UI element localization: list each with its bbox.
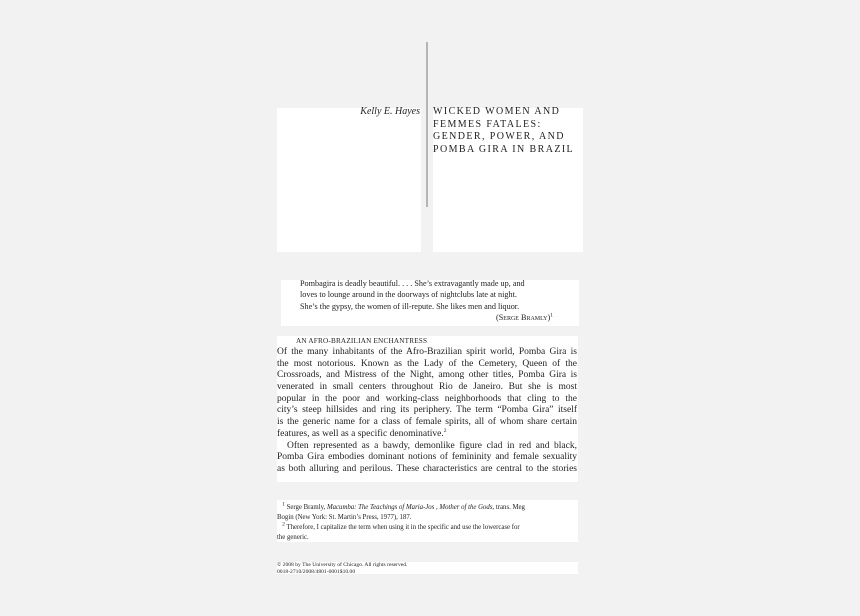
epigraph-attribution (300, 312, 553, 323)
footnote-2 (277, 523, 577, 533)
body-text (277, 347, 577, 476)
section-heading: AN AFRO-BRAZILIAN ENCHANTRESS (296, 337, 428, 345)
copyright-notice (277, 562, 577, 575)
body-line: popular in the poor and working-class neighborhoods that cling to the (277, 393, 577, 404)
title-line: GENDER, POWER, AND (433, 131, 565, 142)
epigraph-line: She’s the gypsy, the women of ill-repute. She likes men and liquor. (300, 301, 520, 311)
title-line: FEMMES FATALES: (433, 118, 542, 130)
epigraph-line: Pombagira is deadly beautiful. . . . She’s extravagantly made up, and (300, 279, 525, 288)
footnote-1 (277, 503, 577, 513)
issn-line: 0018-2710/2008/4801-0001$10.00 (277, 568, 356, 575)
title-line: WICKED WOMEN AND (433, 106, 561, 117)
copyright-line: © 2008 by The University of Chicago. All rights reserved. (277, 562, 408, 568)
header-panel-left (277, 108, 421, 252)
title-line: POMBA GIRA IN BRAZIL (433, 143, 575, 155)
body-line-last (277, 429, 577, 441)
epigraph-line: loves to lounge around in the doorways of nightclubs late at night. (300, 290, 517, 300)
body-line: Of the many inhabitants of the Afro-Brazilian spirit world, Pomba Gira is (277, 347, 577, 357)
body-line: as both alluring and perilous. These characteristics are central to the stories (277, 463, 577, 474)
body-line: Pomba Gira embodies dominant notions of femininity and female sexuality (277, 452, 577, 463)
body-line: venerated in small centers throughout Rio de Janeiro. But she is most (277, 382, 577, 393)
footnote-text: trans. Meg (494, 504, 525, 511)
footnote-1-line-2: Bogin (New York: St. Martin’s Press, 1977), 187. (277, 514, 412, 521)
article-title (433, 106, 583, 156)
body-line: Crossroads, and Mistress of the Night, among other titles, Pomba Gira is (277, 370, 577, 381)
footnote-number: 1 (282, 501, 285, 508)
attribution-text: (Serge Bramly) (496, 313, 551, 323)
epigraph (300, 278, 553, 324)
footnote-text: Therefore, I capitalize the term when using it in the specific and use the lowercase for (286, 524, 520, 531)
footnotes (277, 503, 577, 543)
footnote-ref-2[interactable]: 2 (443, 427, 447, 434)
body-line-text: features, as well as a specific denominative. (277, 428, 444, 439)
footnote-text: Serge Bramly, (286, 504, 327, 511)
footnote-ref-1[interactable]: 1 (550, 312, 553, 319)
vertical-divider (426, 42, 428, 207)
body-line: the most notorious. Known as the Lady of the Cemetery, Queen of the (277, 358, 577, 369)
body-line: Often represented as a bawdy, demonlike figure clad in red and black, (287, 440, 577, 451)
body-line: city’s steep hillsides and ring its periphery. The term “Pomba Gira” itself (277, 405, 577, 416)
footnote-number: 2 (282, 521, 285, 528)
footnote-2-line-2: the generic. (277, 534, 309, 541)
footnote-book-title: Macumba: The Teachings of Maria-Jos , Mother of the Gods, (326, 504, 495, 511)
body-line: is the generic name for a class of female spirits, all of whom share certain (277, 417, 577, 428)
author-name: Kelly E. Hayes (360, 106, 420, 117)
